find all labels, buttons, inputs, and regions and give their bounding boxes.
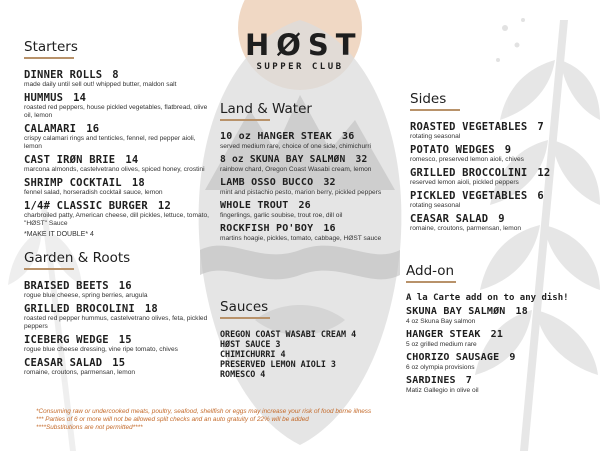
item-description: roasted red peppers, house pickled vegetables, flatbread, olive oil, lemon [24, 104, 208, 119]
right-column [406, 90, 592, 394]
garden-section [24, 249, 214, 377]
item-description: rogue blue cheese dressing, vine ripe tomato, chives [24, 346, 178, 353]
sides-section [410, 90, 592, 233]
item-price: 26 [298, 200, 311, 211]
sauce-item [220, 359, 398, 369]
menu-item [406, 329, 592, 349]
menu-item [24, 69, 214, 89]
item-description: rotating seasonal [410, 202, 461, 209]
item-price: 18 [131, 177, 145, 189]
item-name: CAST IRØN BRIE [24, 154, 116, 166]
item-price: 3 [330, 359, 336, 369]
item-description: rainbow chard, Oregon Coast Wasabi cream, lemon [220, 166, 372, 173]
menu-item [410, 213, 592, 233]
sauces-section [220, 298, 398, 379]
item-price: 15 [112, 357, 126, 369]
menu-item [24, 154, 214, 174]
menu-item [24, 334, 214, 354]
addon-intro: A la Carte add on to any dish! [406, 293, 569, 303]
item-name: CEASAR SALAD [410, 213, 489, 225]
menu-item [24, 200, 214, 228]
logo [238, 30, 362, 72]
item-name: ROCKFISH PO'BOY [220, 223, 314, 234]
footnote-substitutions: ****Substitutions are not permitted**** [36, 424, 143, 431]
land-section [220, 100, 392, 243]
menu-item [410, 144, 592, 164]
item-name: 1/4# CLASSIC BURGER [24, 200, 148, 212]
item-price: 15 [118, 334, 132, 346]
item-name: 8 oz SKUNA BAY SALMØN [220, 154, 346, 165]
menu-item [24, 357, 214, 377]
item-name: ROASTED VEGETABLES [410, 121, 528, 133]
item-price: 9 [498, 213, 505, 225]
item-price: 32 [355, 154, 368, 165]
item-name: CEASAR SALAD [24, 357, 103, 369]
item-name: PICKLED VEGETABLES [410, 190, 528, 202]
menu-item [24, 280, 214, 300]
logo-title: HØST [245, 28, 363, 62]
item-price: 12 [537, 167, 551, 179]
menu-item [24, 177, 214, 197]
item-description: mint and pistachio pesto, marion berry, pickled peppers [220, 189, 382, 196]
item-description: romesco, preserved lemon aioli, chives [410, 156, 524, 163]
item-price: 32 [323, 177, 336, 188]
menu-item [406, 352, 592, 372]
item-name: BRAISED BEETS [24, 280, 109, 292]
item-price: 14 [125, 154, 139, 166]
item-price: 4 [351, 329, 357, 339]
menu-item [220, 200, 392, 220]
item-price: 7 [465, 375, 472, 386]
item-price: 9 [509, 352, 516, 363]
item-name: SHRIMP COCKTAIL [24, 177, 122, 189]
item-price: 12 [157, 200, 171, 212]
item-name: ROMESCO [220, 369, 256, 379]
footnote-raw-food: *Consuming raw or undercooked meats, poultry, seafood, shellfish or eggs may increase your risk of food borne illness [36, 408, 372, 415]
menu-item [406, 375, 592, 395]
menu-item [24, 303, 214, 331]
item-description: reserved lemon aioli, pickled peppers [410, 179, 519, 186]
item-name: 10 oz HANGER STEAK [220, 131, 332, 142]
item-description: fennel salad, horseradish cocktail sauce, lemon [24, 189, 163, 196]
menu-item [410, 121, 592, 141]
menu-item [24, 123, 214, 151]
sauce-item [220, 369, 398, 379]
item-description: Matiz Gallegio in olive oil [406, 387, 479, 394]
item-price: 16 [118, 280, 132, 292]
item-name: ICEBERG WEDGE [24, 334, 109, 346]
sauce-item [220, 339, 398, 349]
item-price: 21 [490, 329, 504, 340]
footnotes [36, 408, 396, 432]
item-description: crispy calamari rings and tenticles, fennel, red pepper aioli, lemon [24, 135, 196, 150]
addon-section [406, 262, 592, 398]
land-title: Land & Water [220, 101, 312, 117]
item-description: rotating seasonal [410, 133, 461, 140]
sauce-item [220, 329, 398, 339]
item-name: OREGON COAST WASABI CREAM [220, 329, 347, 339]
item-name: CHIMICHURRI [220, 349, 276, 359]
item-name: PRESERVED LEMON AIOLI [220, 359, 326, 369]
addon-title: Add-on [406, 263, 455, 279]
item-name: CHORIZO SAUSAGE [406, 352, 500, 363]
item-description: marcona almonds, castelvetrano olives, spiced honey, crostini [24, 166, 205, 173]
item-name: HANGER STEAK [406, 329, 481, 340]
item-name: GRILLED BROCOLINI [24, 303, 135, 315]
sauce-item [220, 349, 398, 359]
item-description: served medium rare, choice of one side, chimichurri [220, 143, 371, 150]
item-price: 16 [323, 223, 336, 234]
menu-item [220, 131, 392, 151]
item-price: 3 [275, 339, 281, 349]
item-description: martins hoagie, pickles, tomato, cabbage, HØST sauce [220, 235, 382, 242]
item-price: 18 [515, 306, 528, 317]
item-price: 36 [341, 131, 355, 142]
logo-subtitle: SUPPER CLUB [256, 62, 344, 72]
sides-title: Sides [410, 91, 447, 107]
menu-item [220, 154, 392, 174]
item-price: 16 [86, 123, 100, 135]
menu-item [220, 177, 392, 197]
item-price: 6 [537, 190, 544, 202]
item-price: 18 [144, 303, 158, 315]
item-description: romaine, croutons, parmensan, lemon [24, 369, 136, 376]
seed-dots [496, 18, 525, 62]
item-price: 7 [537, 121, 544, 133]
item-description: fingerlings, garlic soubise, trout roe, dill oil [220, 212, 343, 219]
item-description: roasted red pepper hummus, castelvetrano olives, feta, pickled peppers [24, 315, 208, 330]
menu-item [220, 223, 392, 243]
item-description: made daily until sell out! whipped butter, maldon salt [24, 81, 177, 88]
item-price: 14 [73, 92, 87, 104]
left-column [24, 38, 214, 380]
item-name: HØST SAUCE [220, 339, 271, 349]
item-price: 4 [280, 349, 286, 359]
item-name: DINNER ROLLS [24, 69, 103, 81]
garden-title: Garden & Roots [24, 250, 131, 266]
item-price: 4 [260, 369, 266, 379]
menu-item [410, 190, 592, 210]
item-name: SARDINES [406, 375, 456, 386]
item-description: rogue blue cheese, spring berries, arugula [24, 292, 148, 299]
starters-title: Starters [24, 39, 78, 55]
item-description: 4 oz Skuna Bay salmon [406, 318, 476, 325]
menu-item [24, 92, 214, 120]
item-description: romaine, croutons, parmensan, lemon [410, 225, 522, 232]
item-description: 6 oz olympia provisions [406, 364, 475, 371]
item-description: 5 oz grilled medium rare [406, 341, 477, 348]
starters-section [24, 38, 214, 239]
menu-item [406, 306, 592, 326]
double-note: *MAKE IT DOUBLE* 4 [24, 231, 94, 238]
middle-column [220, 100, 392, 379]
menu-item [410, 167, 592, 187]
item-name: POTATO WEDGES [410, 144, 495, 156]
footnote-parties: *** Parties of 6 or more will not be allowed split checks and an auto gratuity of 22% will be added [36, 416, 309, 423]
item-description: charbroiled patty, American cheese, dill pickles, lettuce, tomato, "HØST" Sauce [24, 212, 209, 227]
item-name: SKUNA BAY SALMØN [406, 306, 506, 317]
item-name: GRILLED BROCCOLINI [410, 167, 528, 179]
sauces-title: Sauces [220, 299, 269, 315]
item-name: WHOLE TROUT [220, 200, 289, 211]
item-price: 9 [504, 144, 512, 156]
item-price: 8 [112, 69, 119, 81]
item-name: HUMMUS [24, 92, 64, 104]
item-name: CALAMARI [24, 123, 77, 135]
item-name: LAMB OSSO BUCCO [220, 177, 314, 188]
